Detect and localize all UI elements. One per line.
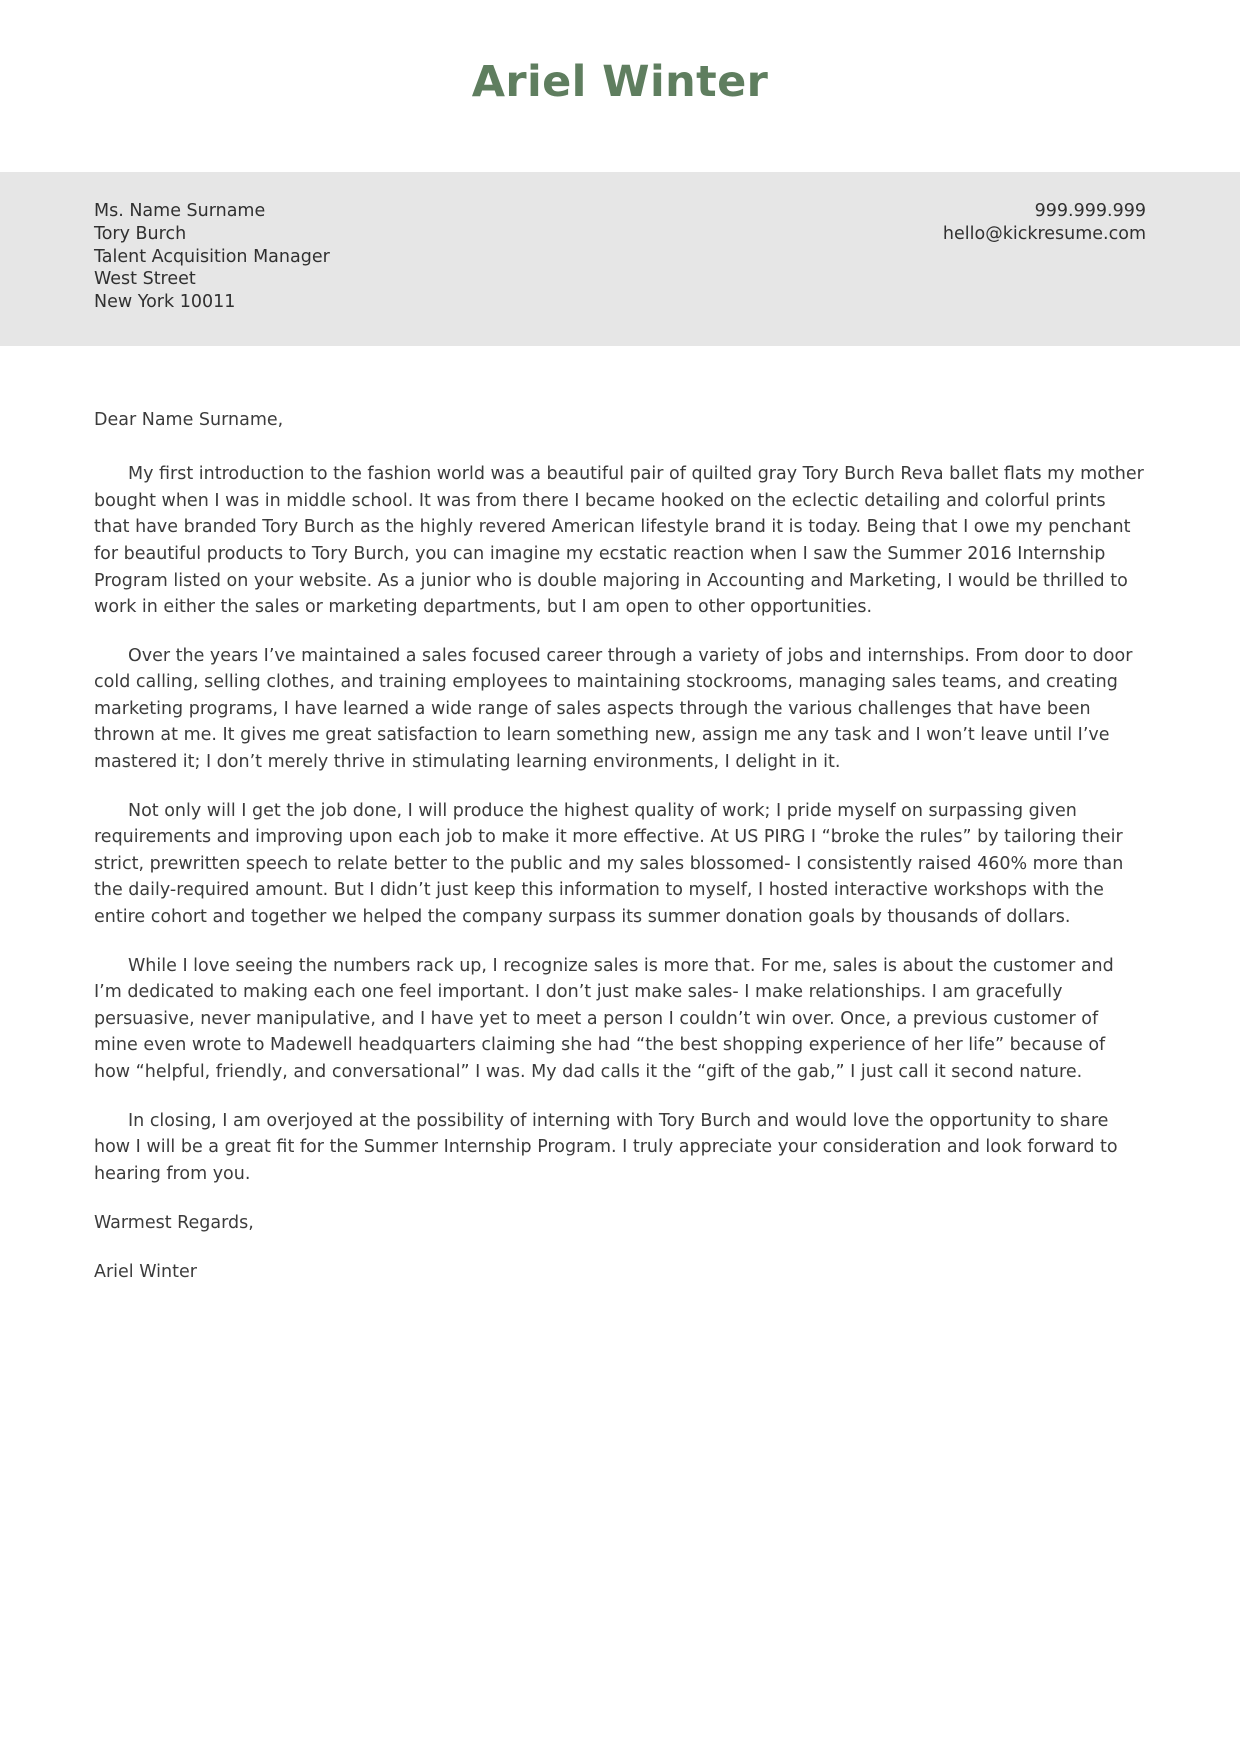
recipient-name: Ms. Name Surname bbox=[94, 201, 266, 221]
letter-paragraph: In closing, I am overjoyed at the possibility of interning with Tory Burch and would love the opportunity to share how I will be a great fit for the Summer Internship Program. I truly appreciate your consideration and look forward to hearing from you. bbox=[94, 1110, 1118, 1184]
recipient-job-title: Talent Acquisition Manager bbox=[94, 246, 330, 267]
sender-contact-block bbox=[943, 200, 1146, 246]
contact-information-band bbox=[0, 172, 1240, 346]
closing-phrase: Warmest Regards, bbox=[94, 1213, 254, 1234]
letter-paragraph: Over the years I’ve maintained a sales focused career through a variety of jobs and internships. From door to door cold calling, selling clothes, and training employees to maintaining stockrooms, managing sales teams, and creating marketing programs, I have learned a wide range of sales aspects through the various challenges that have been thrown at me. It gives me great satisfaction to learn something new, assign me any task and I won’t leave until I’ve mastered it; I don’t merely thrive in stimulating learning environments, I delight in it. bbox=[94, 645, 1133, 773]
recipient-address-block bbox=[94, 200, 330, 314]
applicant-name-heading: Ariel Winter bbox=[471, 56, 769, 107]
letter-paragraph: My first introduction to the fashion world was a beautiful pair of quilted gray Tory Burch Reva ballet flats my mother bought when I was in middle school. It was from there I became hooked on the eclectic detailing and colorful prints that have branded Tory Burch as the highly revered American lifestyle brand it is today. Being that I owe my penchant for beautiful products to Tory Burch, you can imagine my ecstatic reaction when I saw the Summer 2016 Internship Program listed on your website. As a junior who is double majoring in Accounting and Marketing, I would be thrilled to work in either the sales or marketing departments, but I am open to other opportunities. bbox=[94, 464, 1144, 618]
letter-header bbox=[0, 0, 1240, 172]
sender-phone: 999.999.999 bbox=[1034, 201, 1146, 221]
recipient-city-zip: New York 10011 bbox=[94, 292, 236, 312]
letter-paragraph: While I love seeing the numbers rack up, I recognize sales is more that. For me, sales is about the customer and I’m dedicated to making each one feel important. I don’t just make sales- I make relationships. I am gracefully persuasive, never manipulative, and I have yet to meet a person I couldn’t win over. Once, a previous customer of mine even wrote to Madewell headquarters claiming she had “the best shopping experience of her life” because of how “helpful, friendly, and conversational” I was. My dad calls it the “gift of the gab,” I just call it second nature. bbox=[94, 955, 1114, 1082]
recipient-company: Tory Burch bbox=[94, 223, 187, 244]
letter-paragraph: Not only will I get the job done, I will produce the highest quality of work; I pride myself on surpassing given requirements and improving upon each job to make it more effective. At US PIRG I “broke the rules” by tailoring their strict, prewritten speech to relate better to the public and my sales blossomed- I consistently raised 460% more than the daily-required amount. But I didn’t just keep this information to myself, I hosted interactive workshops with the entire cohort and together we helped the company surpass its summer donation goals by thousands of dollars. bbox=[94, 800, 1124, 928]
salutation: Dear Name Surname, bbox=[94, 409, 284, 430]
signature-name: Ariel Winter bbox=[94, 1261, 197, 1282]
recipient-street: West Street bbox=[94, 269, 196, 290]
sender-email: hello@kickresume.com bbox=[942, 223, 1146, 244]
letter-body bbox=[0, 346, 1240, 1285]
